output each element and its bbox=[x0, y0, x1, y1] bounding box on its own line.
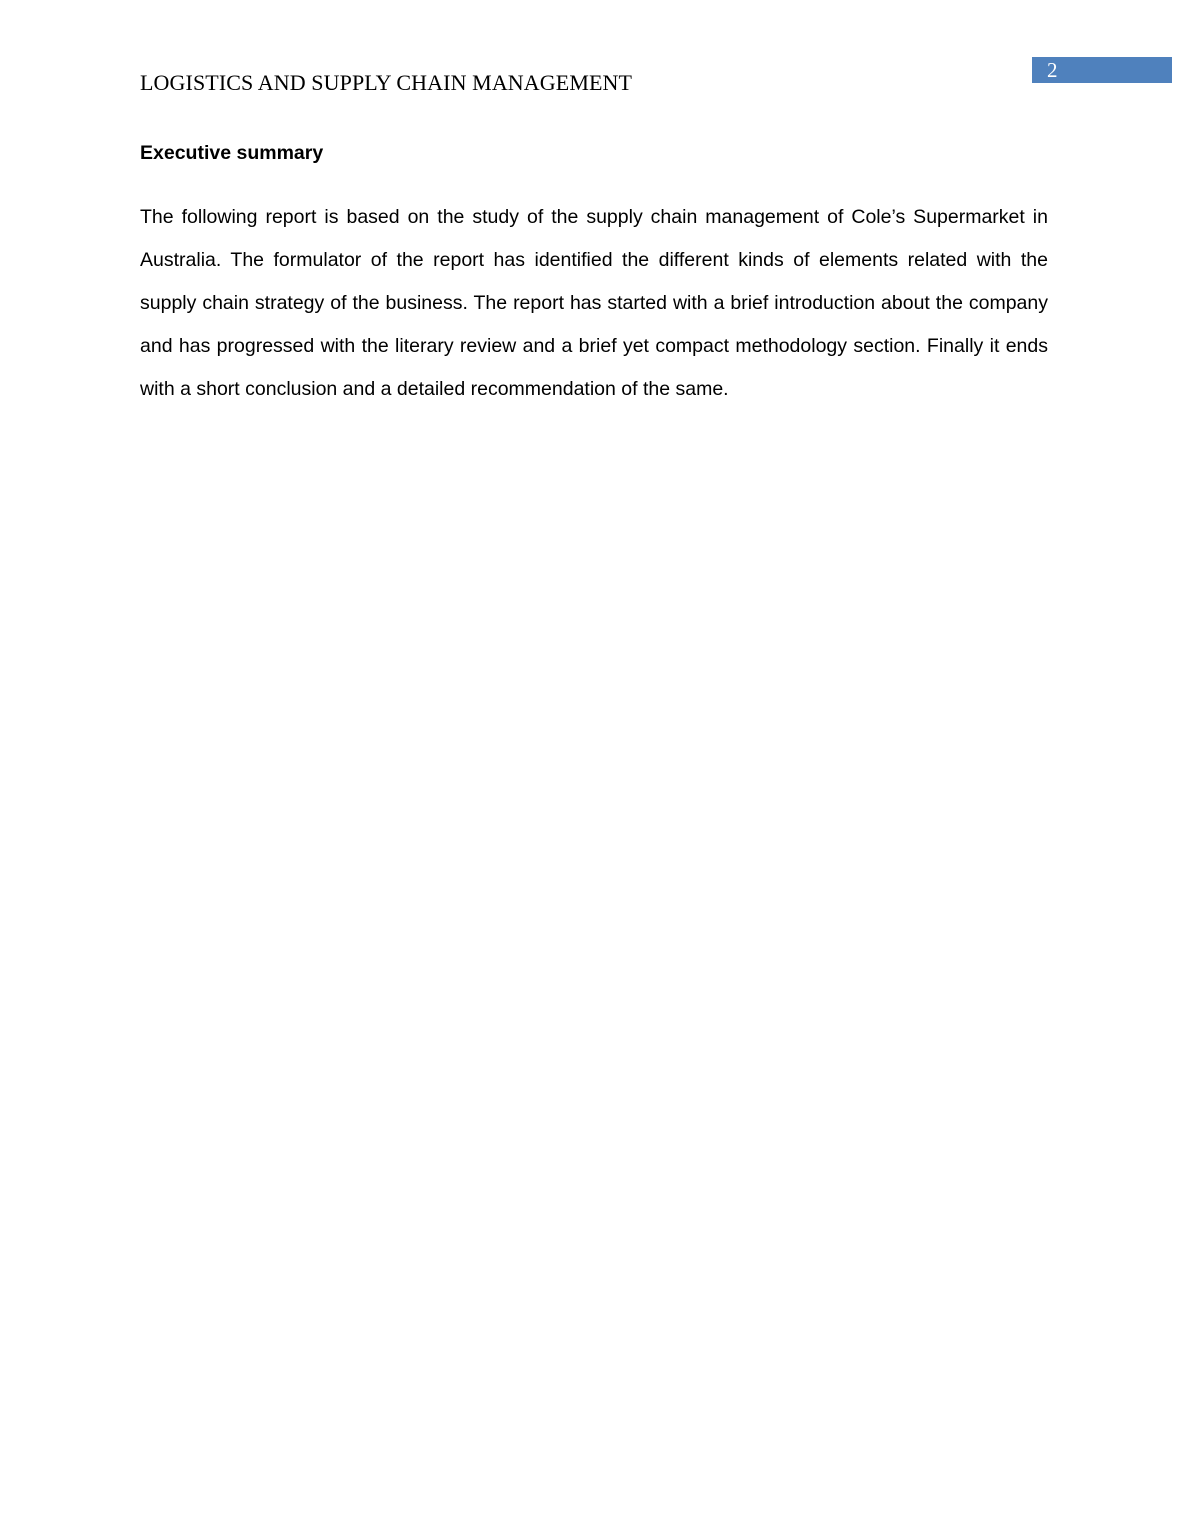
body-paragraph: The following report is based on the study of the supply chain management of Cole’s Supermarket in Australia. The formulator of the report has identified the different kinds of elements related with the supply chain strategy of the business. The report has started with a brief introduction about the company and has progressed with the literary review and a brief yet compact methodology section. Finally it ends with a short conclusion and a detailed recommendation of the same. bbox=[140, 206, 1048, 400]
page-number: 2 bbox=[1032, 57, 1172, 83]
running-head: LOGISTICS AND SUPPLY CHAIN MANAGEMENT bbox=[140, 70, 633, 95]
section-heading: Executive summary bbox=[140, 142, 324, 164]
